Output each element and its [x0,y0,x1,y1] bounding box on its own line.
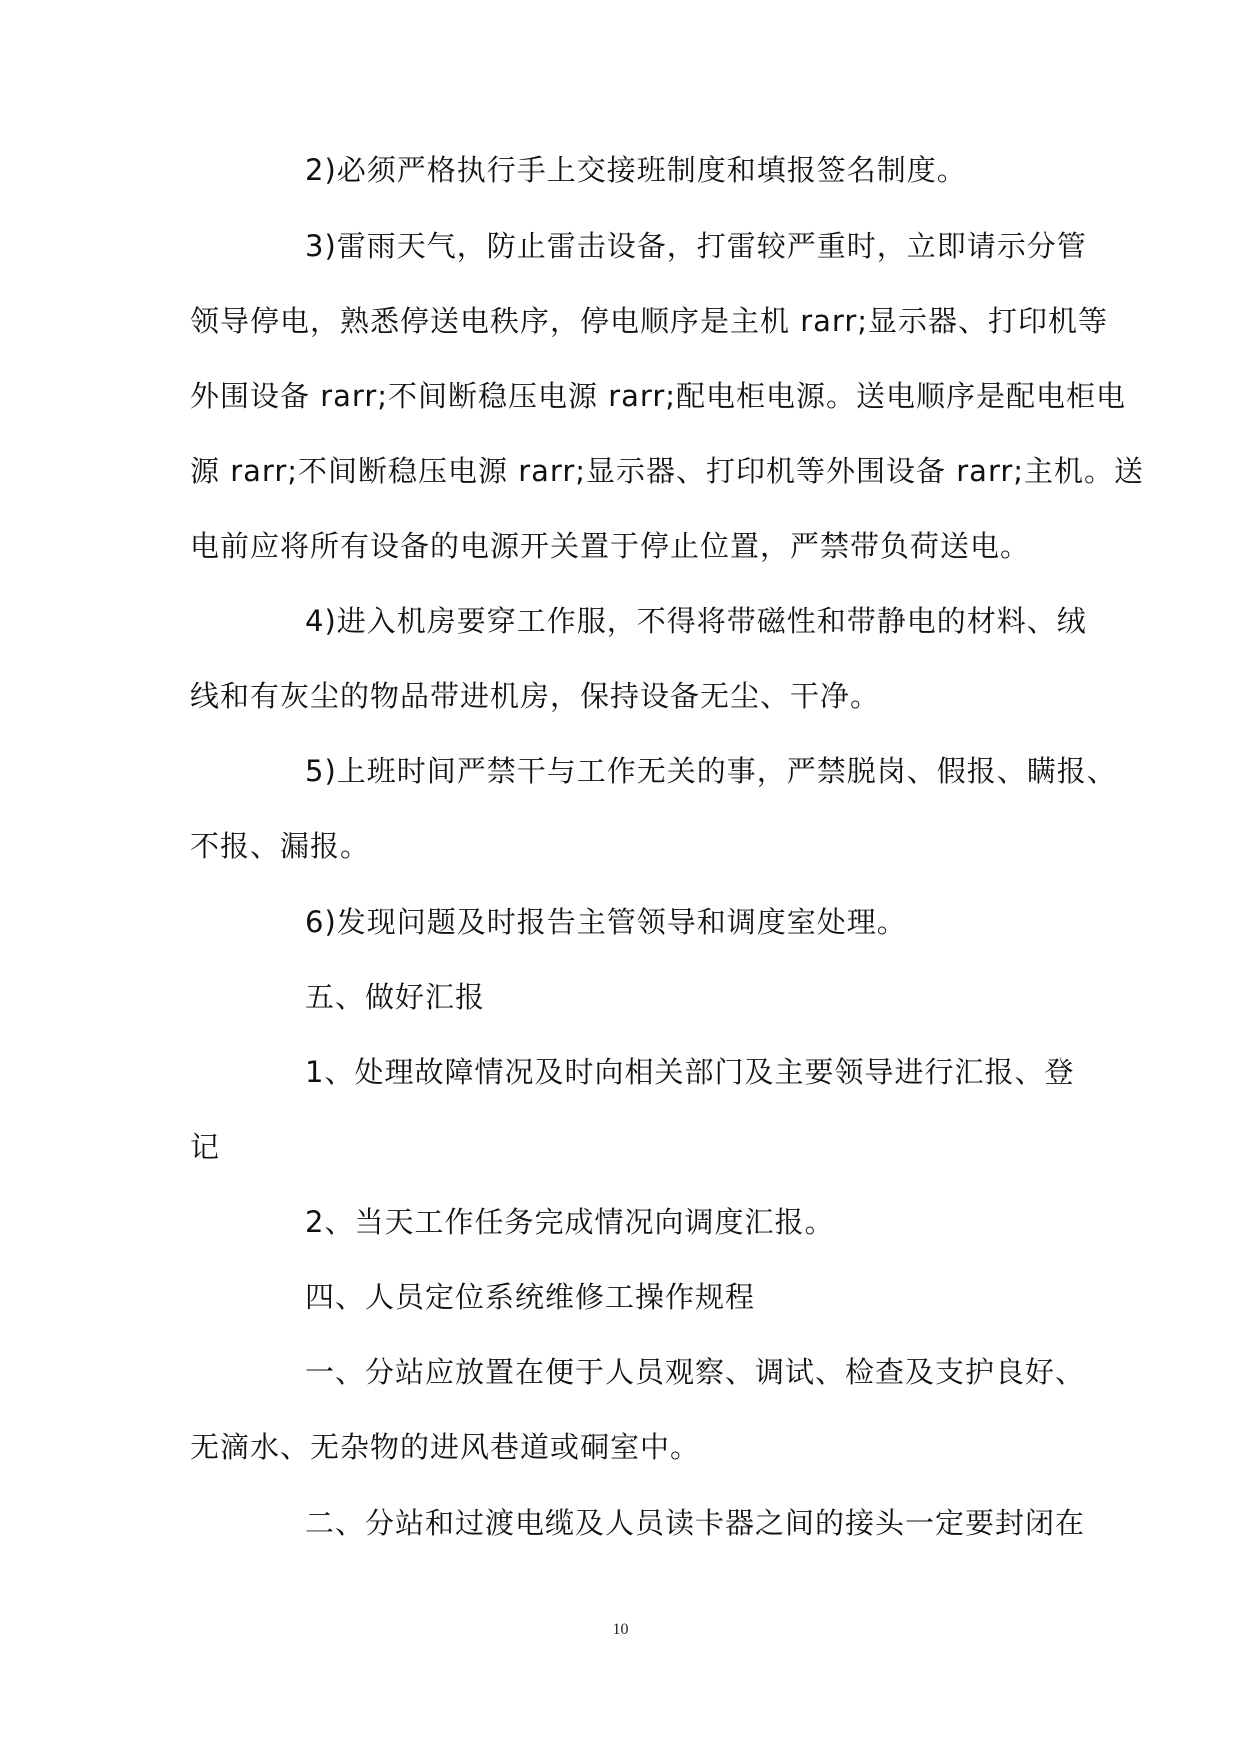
text-line: 无滴水、无杂物的进风巷道或硐室中。 [190,1430,701,1464]
text-line: 2、当天工作任务完成情况向调度汇报。 [305,1205,835,1239]
text-line: 3)雷雨天气，防止雷击设备，打雷较严重时，立即请示分管 [305,229,1087,263]
text-line: 二、分站和过渡电缆及人员读卡器之间的接头一定要封闭在 [305,1506,1086,1540]
text-line: 1、处理故障情况及时向相关部门及主要领导进行汇报、登 [305,1055,1075,1089]
text-line: 不报、漏报。 [190,829,371,863]
section-heading: 五、做好汇报 [305,980,486,1014]
text-line: 一、分站应放置在便于人员观察、调试、检查及支护良好、 [305,1355,1086,1389]
text-line: 领导停电，熟悉停送电秩序，停电顺序是主机 rarr;显示器、打印机等 [190,304,1109,338]
text-line: 记 [190,1130,221,1164]
text-line: 外围设备 rarr;不间断稳压电源 rarr;配电柜电源。送电顺序是配电柜电 [190,379,1127,413]
text-line: 源 rarr;不间断稳压电源 rarr;显示器、打印机等外围设备 rarr;主机。送 [190,454,1145,488]
text-line: 2)必须严格执行手上交接班制度和填报签名制度。 [305,153,967,187]
text-line: 4)进入机房要穿工作服，不得将带磁性和带静电的材料、绒 [305,604,1087,638]
text-line: 线和有灰尘的物品带进机房，保持设备无尘、干净。 [190,679,881,713]
page-number: 10 [612,1621,629,1638]
section-heading: 四、人员定位系统维修工操作规程 [305,1280,756,1314]
text-line: 电前应将所有设备的电源开关置于停止位置，严禁带负荷送电。 [190,529,1031,563]
text-line: 6)发现问题及时报告主管领导和调度室处理。 [305,905,907,939]
text-line: 5)上班时间严禁干与工作无关的事，严禁脱岗、假报、瞒报、 [305,754,1117,788]
